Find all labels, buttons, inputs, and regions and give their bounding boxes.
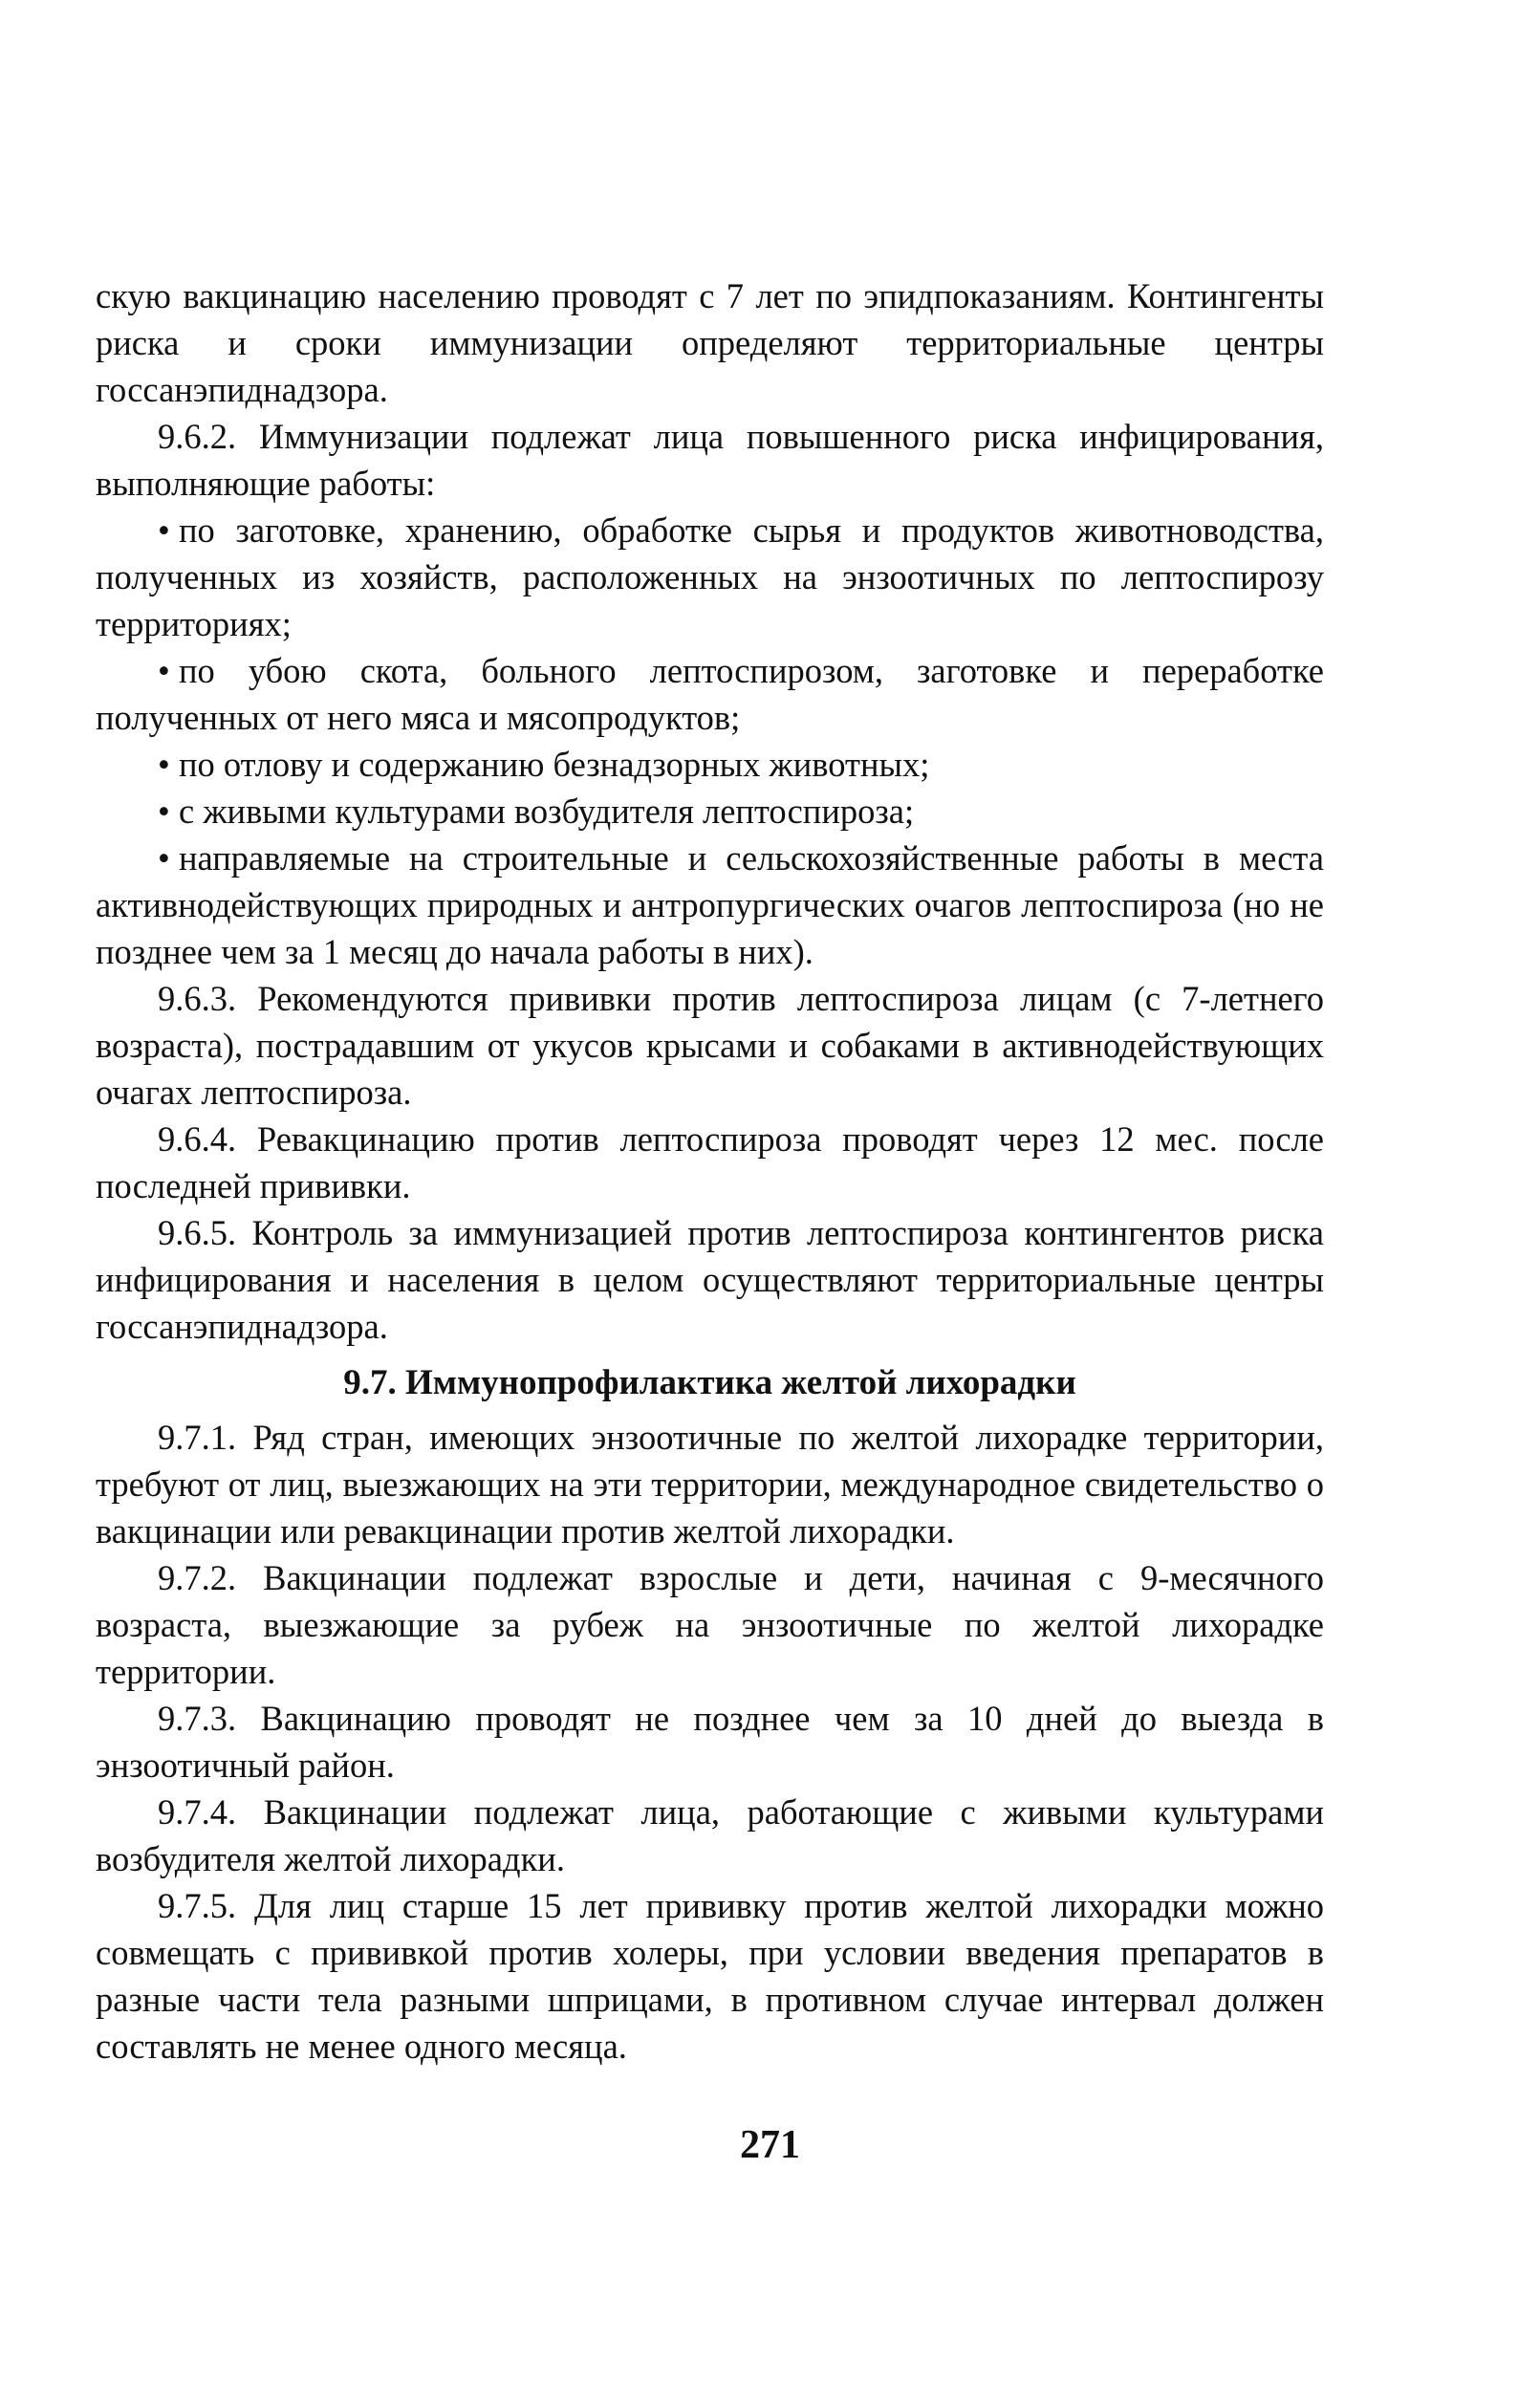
bullet-item: • с живыми культурами возбудителя лептоспироза; [96,788,1324,835]
paragraph-9-7-3: 9.7.3. Вакцинацию проводят не позднее чем за 10 дней до выезда в энзоотичный район. [96,1699,1324,1785]
bullet-item: • по отлову и содержанию безнадзорных животных; [96,741,1324,788]
bullet-item: • по заготовке, хранению, обработке сырья и продуктов животноводства, полученных из хозяйств, расположенных на энзоотичных по лептоспирозу территориях; [96,507,1324,647]
bullet-icon: • [158,792,170,831]
paragraph-continuation: скую вакцинацию населению проводят с 7 лет по эпидпоказаниям. Контингенты риска и сроки иммунизации определяют территориальные центры госсанэпиднадзора. [96,276,1324,409]
paragraph-9-6-4: 9.6.4. Ревакцинацию против лептоспироза проводят через 12 мес. после последней прививки. [96,1119,1324,1205]
bullet-item: • направляемые на строительные и сельскохозяйственные работы в места активнодействующих природных и антропургических очагов лептоспироза (но не позднее чем за 1 месяц до начала работы в них). [96,835,1324,975]
paragraph-9-7-1: 9.7.1. Ряд стран, имеющих энзоотичные по желтой лихорадке территории, требуют от лиц, выезжающих на эти территории, международное свидетельство о вакцинации или ревакцинации против желтой лихорадки. [96,1418,1324,1551]
bullet-item: • по убою скота, больного лептоспирозом, заготовке и переработке полученных от него мяса и мясопродуктов; [96,647,1324,741]
bullet-icon: • [158,745,170,784]
bullet-icon: • [158,510,170,550]
page-number: 271 [740,2123,800,2167]
page-body [96,272,1324,2070]
paragraph-9-7-2: 9.7.2. Вакцинации подлежат взрослые и дети, начиная с 9-месячного возраста, выезжающие за рубеж на энзоотичные по желтой лихорадке территории. [96,1558,1324,1691]
paragraph-9-6-5: 9.6.5. Контроль за иммунизацией против лептоспироза контингентов риска инфицирования и населения в целом осуществляют территориальные центры госсанэпиднадзора. [96,1213,1324,1346]
paragraph-9-7-4: 9.7.4. Вакцинации подлежат лица, работающие с живыми культурами возбудителя желтой лихорадки. [96,1792,1324,1878]
bullet-icon: • [158,651,170,690]
section-heading: 9.7. Иммунопрофилактика желтой лихорадки [343,1363,1076,1402]
paragraph-9-7-5: 9.7.5. Для лиц старше 15 лет прививку против желтой лихорадки можно совмещать с прививкой против холеры, при условии введения препаратов в разные части тела разными шприцами, в противном случае интервал должен составлять не менее одного месяца. [96,1886,1324,2066]
paragraph-9-6-2: 9.6.2. Иммунизации подлежат лица повышенного риска инфицирования, выполняющие работы: [96,417,1324,503]
paragraph-9-6-3: 9.6.3. Рекомендуются прививки против лептоспироза лицам (с 7-летнего возраста), пострадавшим от укусов крысами и собаками в активнодействующих очагах лептоспироза. [96,979,1324,1112]
bullet-icon: • [158,838,170,878]
